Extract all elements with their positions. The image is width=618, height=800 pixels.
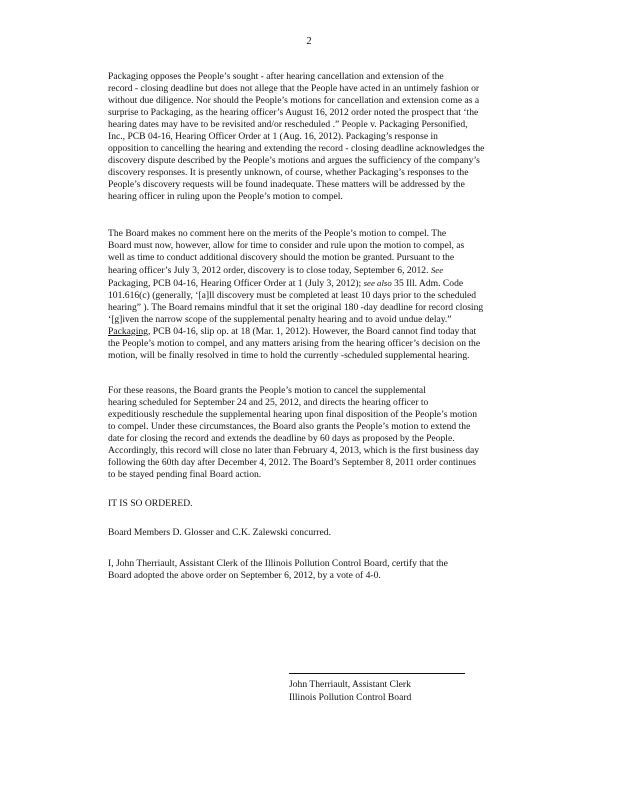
text-line: discovery responses. It is presently unknown, of course, whether Packaging’s responses to the <box>108 167 469 178</box>
text-line: hearing officer in ruling upon the People’s motion to compel. <box>108 191 343 202</box>
text-line: without due diligence. Nor should the People’s motions for cancellation and extension come as a <box>108 95 480 106</box>
text-line: surprise to Packaging, as the hearing officer’s August 16, 2012 order noted the prospect that ‘the <box>108 107 479 118</box>
text-line: Board adopted the above order on September 6, 2012, by a vote of 4-0. <box>108 570 381 581</box>
citation-signal: See <box>430 265 444 275</box>
signature-block <box>289 678 539 704</box>
paragraph-certification <box>72 558 540 582</box>
text-line <box>72 326 540 338</box>
text-line: 101.616(c) (generally, ‘[a]ll discovery must be completed at least 10 days prior to the scheduled <box>108 290 477 301</box>
text-line: Board Members D. Glosser and C.K. Zalewski concurred. <box>108 527 331 538</box>
order-body <box>72 71 540 594</box>
paragraph-opposition <box>72 71 540 203</box>
text-line: Board must now, however, allow for time to consider and rule upon the motion to compel, as <box>108 240 465 251</box>
text-line: The Board makes no comment here on the merits of the People’s motion to compel. The <box>108 228 447 239</box>
text-line: well as time to conduct additional discovery should the motion be granted. Pursuant to the <box>108 252 455 263</box>
text-line: the People’s motion to compel, and any matters arising from the hearing officer’s decision on the <box>108 338 481 349</box>
text-line <box>72 264 540 277</box>
text-line: ‘[g]iven the narrow scope of the supplemental penalty hearing and to avoid undue delay.” <box>108 314 452 325</box>
paragraph-so-ordered <box>72 498 540 510</box>
text-segment: , PCB 04-16, slip op. at 18 (Mar. 1, 2012). However, the Board cannot find today that <box>147 326 477 337</box>
text-line: For these reasons, the Board grants the People’s motion to cancel the supplemental <box>108 385 426 396</box>
text-line: hearing dates may have to be revisited and/or rescheduled .” People v. Packaging Personified, <box>108 119 468 130</box>
text-line: IT IS SO ORDERED. <box>108 498 193 509</box>
text-line: to be stayed pending final Board action. <box>108 469 262 480</box>
text-segment: Packaging, PCB 04-16, Hearing Officer Order at 1 (July 3, 2012); <box>108 278 362 289</box>
text-line: hearing” ). The Board remains mindful that it set the original 180 -day deadline for record closing <box>108 302 484 313</box>
signature-line <box>289 673 465 674</box>
text-line: record - closing deadline but does not allege that the People have acted in an untimely fashion or <box>108 83 480 94</box>
text-line: opposition to cancelling the hearing and extending the record - closing deadline acknowledges the <box>108 143 485 154</box>
text-line: Accordingly, this record will close no later than February 4, 2013, which is the first business day <box>108 445 480 456</box>
signatory-name: John Therriault, Assistant Clerk <box>289 679 411 690</box>
text-line <box>72 277 540 290</box>
text-line: People’s discovery requests will be found inadequate. These matters will be addressed by the <box>108 179 465 190</box>
text-line: to compel. Under these circumstances, the Board also grants the People’s motion to extend the <box>108 421 471 432</box>
text-line: Packaging opposes the People’s sought - after hearing cancellation and extension of the <box>108 71 444 82</box>
text-line: date for closing the record and extends the deadline by 60 days as proposed by the People. <box>108 433 455 444</box>
text-segment: 35 Ill. Adm. Code <box>394 278 464 289</box>
citation-signal: see also <box>363 278 392 288</box>
text-line: discovery dispute described by the People’s motions and argues the sufficiency of the company’s <box>108 155 480 166</box>
text-segment: hearing officer’s July 3, 2012 order, discovery is to close today, September 6, 2012. <box>108 265 429 276</box>
text-line: motion, will be finally resolved in time to hold the currently -scheduled supplemental hearing. <box>108 350 470 361</box>
case-name: Packaging <box>108 326 148 337</box>
text-line: Inc., PCB 04-16, Hearing Officer Order at 1 (Aug. 16, 2012). Packaging’s response in <box>108 131 438 142</box>
paragraph-concurrence <box>72 527 540 539</box>
signatory-organization: Illinois Pollution Control Board <box>289 692 412 703</box>
text-line: following the 60th day after December 4, 2012. The Board’s September 8, 2011 order continues <box>108 457 476 468</box>
text-line: expeditiously reschedule the supplemental hearing upon final disposition of the People’s motion <box>108 409 478 420</box>
text-line: I, John Therriault, Assistant Clerk of the Illinois Pollution Control Board, certify that the <box>108 558 448 569</box>
paragraph-ruling <box>72 385 540 481</box>
text-line: hearing scheduled for September 24 and 25, 2012, and directs the hearing officer to <box>108 397 429 408</box>
paragraph-discovery <box>72 228 540 362</box>
page-number: 2 <box>306 36 312 47</box>
